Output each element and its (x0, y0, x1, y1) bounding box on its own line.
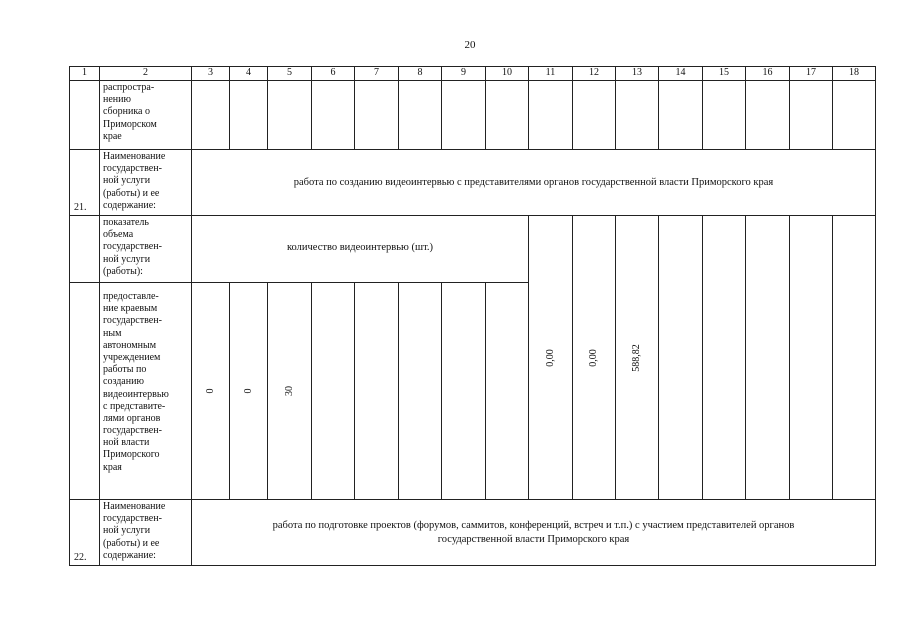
value-col5: 30 (283, 386, 295, 396)
value-col12: 0,00 (587, 348, 599, 367)
column-header-6: 6 (312, 67, 355, 81)
service-content: работа по подготовке проектов (форумов, саммитов, конференций, встреч и т.п.) с участием представителей органов государственной власти Приморского края (192, 500, 876, 566)
empty-cell (746, 216, 790, 500)
empty-cell (312, 283, 355, 500)
value-col13: 588,82 (630, 343, 642, 372)
table-row (70, 81, 876, 150)
table-row (70, 500, 876, 566)
service-name-label: Наименование государствен- ной услуги (работы) и ее содержание: (100, 150, 192, 216)
carryover-description: распростра- нению сборника о Приморском крае (100, 81, 192, 150)
empty-cell (355, 81, 399, 150)
empty-cell (486, 283, 529, 500)
value-cell-col13 (616, 216, 659, 500)
empty-cell (230, 81, 268, 150)
empty-cell (746, 81, 790, 150)
volume-unit: количество видеоинтервью (шт.) (192, 216, 529, 283)
column-header-18: 18 (833, 67, 876, 81)
empty-cell (573, 81, 616, 150)
page-number: 20 (464, 39, 476, 51)
empty-cell (833, 216, 876, 500)
column-header-17: 17 (790, 67, 833, 81)
column-header-2: 2 (100, 67, 192, 81)
service-name-label: Наименование государствен- ной услуги (работы) и ее содержание: (100, 500, 192, 566)
value-cell-col12 (573, 216, 616, 500)
row-number: 22. (70, 500, 100, 566)
value-col4: 0 (242, 388, 254, 394)
row-number: 21. (70, 150, 100, 216)
empty-cell (312, 81, 355, 150)
row-number-cell (70, 81, 100, 150)
column-header-9: 9 (442, 67, 486, 81)
service-content: работа по созданию видеоинтервью с представителями органов государственной власти Приморского края (192, 150, 876, 216)
empty-cell (616, 81, 659, 150)
empty-cell (703, 81, 746, 150)
row-number-cell (70, 283, 100, 500)
value-cell-col4 (230, 283, 268, 500)
column-header-16: 16 (746, 67, 790, 81)
empty-cell (659, 216, 703, 500)
value-cell-col3 (192, 283, 230, 500)
value-cell-col5 (268, 283, 312, 500)
empty-cell (833, 81, 876, 150)
provision-description: предоставле- ние краевым государствен- ным автономным учреждением работы по созданию видеоинтервью с представите- лями органов государствен- ной власти Приморского края (100, 283, 192, 500)
value-cell-col11 (529, 216, 573, 500)
column-header-12: 12 (573, 67, 616, 81)
value-col11: 0,00 (544, 348, 556, 367)
document-table (69, 66, 876, 566)
empty-cell (355, 283, 399, 500)
volume-indicator-label: показатель объема государствен- ной услуги (работы): (100, 216, 192, 283)
empty-cell (442, 283, 486, 500)
empty-cell (192, 81, 230, 150)
column-header-4: 4 (230, 67, 268, 81)
column-header-13: 13 (616, 67, 659, 81)
empty-cell (659, 81, 703, 150)
empty-cell (399, 283, 442, 500)
empty-cell (703, 216, 746, 500)
empty-cell (529, 81, 573, 150)
column-header-7: 7 (355, 67, 399, 81)
value-col3: 0 (204, 388, 216, 394)
column-header-5: 5 (268, 67, 312, 81)
column-header-1: 1 (70, 67, 100, 81)
empty-cell (442, 81, 486, 150)
empty-cell (790, 216, 833, 500)
empty-cell (486, 81, 529, 150)
column-header-8: 8 (399, 67, 442, 81)
empty-cell (399, 81, 442, 150)
empty-cell (790, 81, 833, 150)
column-header-3: 3 (192, 67, 230, 81)
header-row (70, 67, 876, 81)
column-header-14: 14 (659, 67, 703, 81)
table-row (70, 150, 876, 216)
column-header-15: 15 (703, 67, 746, 81)
column-header-10: 10 (486, 67, 529, 81)
row-number-cell (70, 216, 100, 283)
column-header-11: 11 (529, 67, 573, 81)
empty-cell (268, 81, 312, 150)
table-row (70, 216, 876, 283)
